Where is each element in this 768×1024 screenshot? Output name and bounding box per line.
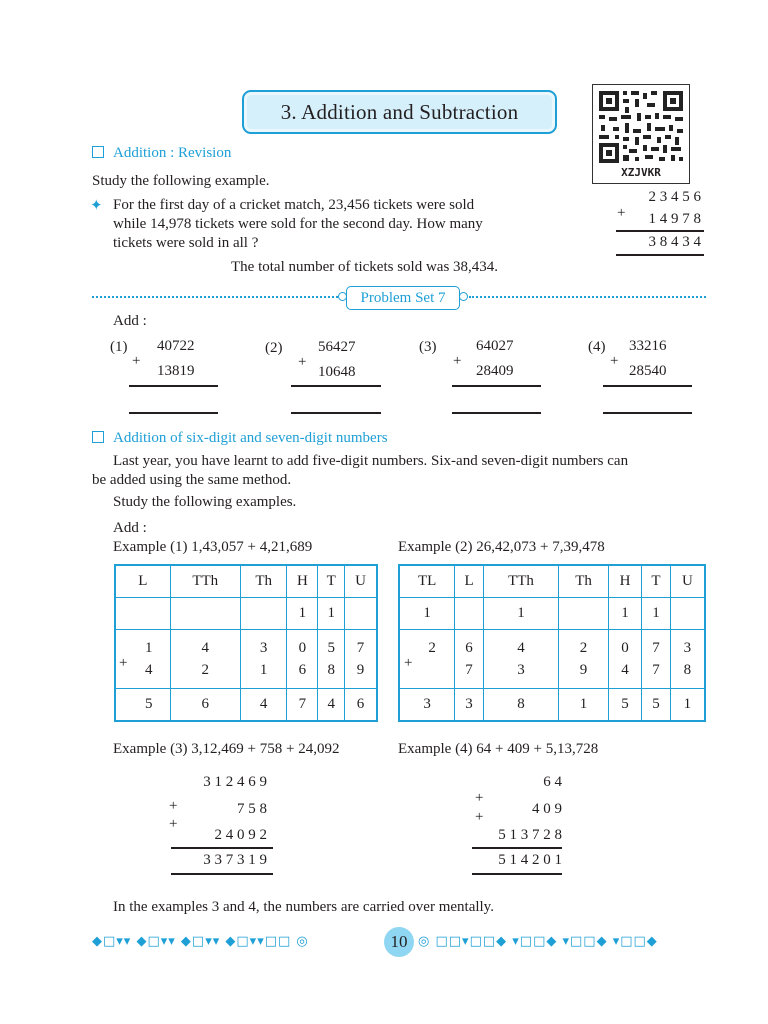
qr-code	[592, 84, 690, 184]
place-header: Th	[240, 565, 286, 598]
problem-set-instruction: Add :	[113, 313, 147, 329]
sum-rule-top	[616, 230, 704, 232]
sum-addend-2: 1 4 9 7 8	[648, 211, 701, 227]
digit-cell: 0 4	[608, 630, 641, 689]
answer-rule	[291, 412, 381, 414]
table-header-row	[115, 565, 377, 598]
sum-cell: 4	[240, 689, 286, 722]
divider-left	[92, 296, 342, 298]
example-2-place-value-table	[398, 564, 706, 722]
place-header: T	[642, 565, 671, 598]
carry-cell	[115, 598, 170, 630]
place-header: TL	[399, 565, 455, 598]
carry-cell	[455, 598, 484, 630]
example-1-place-value-table	[114, 564, 378, 722]
carry-cell	[345, 598, 377, 630]
problem-addend-2: 28409	[476, 363, 514, 379]
digit-cell: 4 2	[170, 630, 240, 689]
place-header: U	[670, 565, 705, 598]
paragraph-study: Study the following examples.	[113, 494, 297, 510]
problem-number: (2)	[265, 340, 283, 356]
divider-dot-right	[459, 292, 468, 301]
digit-cell: 2 9	[559, 630, 609, 689]
example-3-label: Example (3) 3,12,469 + 758 + 24,092	[113, 741, 340, 757]
problem-addend-1: 64027	[476, 338, 514, 354]
problem-number: (4)	[588, 339, 606, 355]
checkbox-square-icon	[92, 431, 104, 443]
carry-cell: 1	[608, 598, 641, 630]
example-3-addend-3: 2 4 0 9 2	[214, 827, 267, 843]
problem-addend-2: 10648	[318, 364, 356, 380]
digit-cell: 3 1	[240, 630, 286, 689]
place-header: TTh	[170, 565, 240, 598]
sum-rule-bottom	[472, 873, 562, 875]
example-3-result: 3 3 7 3 1 9	[203, 852, 267, 868]
digit-cell: + 2	[399, 630, 455, 689]
sum-result: 3 8 4 3 4	[648, 234, 701, 250]
example-2-label: Example (2) 26,42,073 + 7,39,478	[398, 539, 605, 555]
sum-rule-top	[171, 847, 273, 849]
sum-row	[399, 689, 705, 722]
footer-decoration-right: ◎ □□▾□□◆ ▾□□◆ ▾□□◆ ▾□□◆	[418, 934, 658, 949]
carry-cell	[559, 598, 609, 630]
intro-text: Study the following example.	[92, 173, 270, 189]
section-heading-addition-revision: Addition : Revision	[92, 144, 231, 162]
example-4-result: 5 1 4 2 0 1	[498, 852, 562, 868]
digit-cell: 3 8	[670, 630, 705, 689]
plus-sign: +	[453, 353, 462, 369]
answer-rule	[603, 412, 692, 414]
sum-cell: 3	[455, 689, 484, 722]
addend-row	[399, 630, 705, 689]
sum-cell: 1	[559, 689, 609, 722]
problem-line-3: tickets were sold in all ?	[113, 235, 259, 251]
addend-row	[115, 630, 377, 689]
sum-cell: 5	[115, 689, 170, 722]
place-header: T	[318, 565, 345, 598]
sum-addend-1: 2 3 4 5 6	[648, 189, 701, 205]
plus-sign: +	[298, 354, 307, 370]
paragraph-line-1: Last year, you have learnt to add five-digit numbers. Six-and seven-digit numbers can	[113, 453, 629, 469]
answer-rule	[129, 385, 218, 387]
diamond-bullet-icon: ✦	[90, 198, 103, 214]
plus-sign: +	[475, 809, 484, 825]
carry-cell	[670, 598, 705, 630]
place-header: L	[115, 565, 170, 598]
add-label: Add :	[113, 520, 147, 536]
problem-addend-1: 56427	[318, 339, 356, 355]
sum-cell: 5	[608, 689, 641, 722]
place-header: H	[608, 565, 641, 598]
problem-addend-2: 28540	[629, 363, 667, 379]
digit-cell: 0 6	[287, 630, 318, 689]
closing-note: In the examples 3 and 4, the numbers are carried over mentally.	[113, 899, 494, 915]
plus-sign: +	[617, 205, 626, 221]
problem-addend-1: 40722	[157, 338, 195, 354]
place-header: H	[287, 565, 318, 598]
sum-cell: 1	[670, 689, 705, 722]
example-1-label: Example (1) 1,43,057 + 4,21,689	[113, 539, 313, 555]
problem-addend-1: 33216	[629, 338, 667, 354]
table-header-row	[399, 565, 705, 598]
plus-sign: +	[169, 798, 178, 814]
carry-cell	[240, 598, 286, 630]
answer-rule	[603, 385, 692, 387]
page-number: 10	[384, 927, 414, 957]
carry-cell: 1	[483, 598, 558, 630]
paragraph-line-2: be added using the same method.	[92, 472, 292, 488]
divider-right	[469, 296, 706, 298]
place-header: Th	[559, 565, 609, 598]
example-4-label: Example (4) 64 + 409 + 5,13,728	[398, 741, 599, 757]
problem-addend-2: 13819	[157, 363, 195, 379]
sum-cell: 3	[399, 689, 455, 722]
example-4-addend-3: 5 1 3 7 2 8	[498, 827, 562, 843]
answer-text: The total number of tickets sold was 38,434.	[231, 259, 499, 275]
carry-cell: 1	[287, 598, 318, 630]
chapter-title: 3. Addition and Subtraction	[242, 90, 557, 134]
sum-rule-top	[472, 847, 562, 849]
problem-number: (1)	[110, 339, 128, 355]
checkbox-square-icon	[92, 146, 104, 158]
digit-cell: 7 9	[345, 630, 377, 689]
carry-cell: 1	[399, 598, 455, 630]
place-header: L	[455, 565, 484, 598]
example-4-addend-1: 6 4	[543, 774, 562, 790]
plus-sign: +	[169, 816, 178, 832]
digit-cell: + 1 4	[115, 630, 170, 689]
sum-rule-bottom	[171, 873, 273, 875]
plus-sign: +	[610, 353, 619, 369]
problem-set-title: Problem Set 7	[346, 286, 460, 310]
example-3-addend-1: 3 1 2 4 6 9	[203, 774, 267, 790]
sum-cell: 4	[318, 689, 345, 722]
carry-cell: 1	[642, 598, 671, 630]
plus-sign: +	[119, 655, 128, 671]
sum-rule-bottom	[616, 254, 704, 256]
answer-rule	[291, 385, 381, 387]
problem-number: (3)	[419, 339, 437, 355]
carry-row	[399, 598, 705, 630]
plus-sign: +	[404, 655, 413, 671]
digit-cell: 6 7	[455, 630, 484, 689]
footer-decoration-left: ◆□▾▾ ◆□▾▾ ◆□▾▾ ◆□▾▾□□ ◎	[92, 934, 309, 949]
plus-sign: +	[475, 790, 484, 806]
carry-cell: 1	[318, 598, 345, 630]
problem-line-2: while 14,978 tickets were sold for the second day. How many	[113, 216, 483, 232]
digit-cell: 4 3	[483, 630, 558, 689]
plus-sign: +	[132, 353, 141, 369]
problem-line-1: For the first day of a cricket match, 23,456 tickets were sold	[113, 197, 475, 213]
answer-rule	[129, 412, 218, 414]
digit-cell: 5 8	[318, 630, 345, 689]
qr-caption: XZJVKR	[607, 165, 675, 181]
sum-cell: 6	[170, 689, 240, 722]
sum-cell: 7	[287, 689, 318, 722]
answer-rule	[452, 412, 541, 414]
place-header: TTh	[483, 565, 558, 598]
carry-cell	[170, 598, 240, 630]
sum-cell: 5	[642, 689, 671, 722]
example-3-addend-2: 7 5 8	[237, 801, 267, 817]
sum-cell: 6	[345, 689, 377, 722]
sum-row	[115, 689, 377, 722]
carry-row	[115, 598, 377, 630]
sum-cell: 8	[483, 689, 558, 722]
digit-cell: 7 7	[642, 630, 671, 689]
example-4-addend-2: 4 0 9	[532, 801, 562, 817]
section-heading-six-seven-digit: Addition of six-digit and seven-digit numbers	[92, 429, 388, 447]
place-header: U	[345, 565, 377, 598]
answer-rule	[452, 385, 541, 387]
